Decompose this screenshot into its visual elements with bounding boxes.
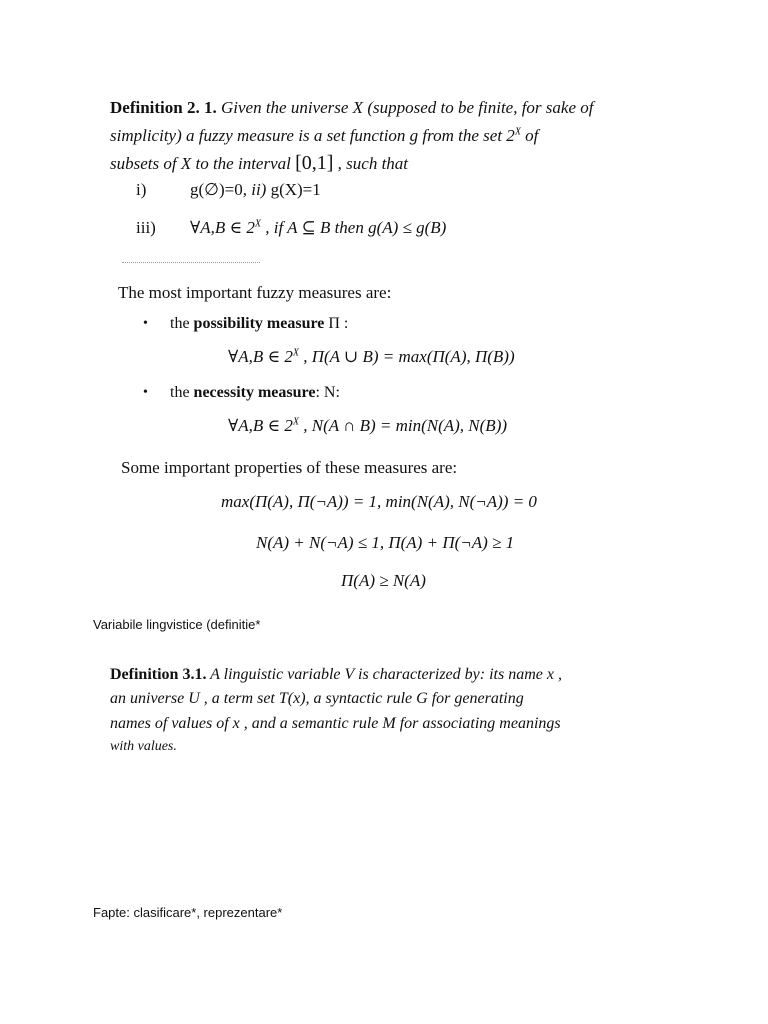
possibility-pre: the bbox=[170, 315, 194, 332]
possibility-formula-sup: X bbox=[292, 347, 299, 359]
definition-3-1-text-1: A linguistic variable V is characterized by: its name x , bbox=[206, 666, 562, 683]
item-i-body bbox=[190, 180, 321, 200]
item-iii-formula-a: ∀A,B ∈ 2 bbox=[190, 218, 255, 237]
definition-2-1-text-3a: subsets of X to the interval bbox=[110, 154, 296, 173]
item-iii-sup-x: X bbox=[254, 218, 261, 230]
item-i-formula-c: g(X)=1 bbox=[270, 180, 321, 199]
measures-intro: The most important fuzzy measures are: bbox=[118, 283, 392, 302]
definition-3-1-line-2: an universe U , a term set T(x), a syntactic rule G for generating bbox=[110, 690, 524, 707]
cropped-text-remnant bbox=[122, 262, 260, 263]
note-facts: Fapte: clasificare*, reprezentare* bbox=[93, 905, 283, 920]
definition-3-1-line-3: names of values of x , and a semantic rule M for associating meanings bbox=[110, 715, 561, 732]
definition-3-1-label: Definition 3.1. bbox=[110, 666, 207, 683]
definition-2-1-label: Definition 2. 1. bbox=[110, 98, 217, 117]
bullet-possibility: • bbox=[143, 316, 148, 331]
properties-formula-3: Π(A) ≥ N(A) bbox=[341, 571, 426, 590]
necessity-formula-sup: X bbox=[292, 416, 299, 428]
definition-2-1-line-2 bbox=[110, 126, 538, 146]
item-i-formula-b: , ii) bbox=[242, 180, 271, 199]
item-iii-body bbox=[190, 218, 446, 238]
definition-2-1-text-2: simplicity) a fuzzy measure is a set function g from the set 2 bbox=[110, 126, 515, 145]
necessity-formula bbox=[228, 416, 507, 436]
possibility-formula-b: , Π(A ∪ B) = max(Π(A), Π(B)) bbox=[298, 347, 515, 366]
bullet-necessity: • bbox=[143, 385, 148, 400]
definition-2-1-text-3c: , such that bbox=[333, 154, 409, 173]
possibility-heading bbox=[170, 315, 348, 333]
properties-formula-1: max(Π(A), Π(¬A)) = 1, min(N(A), N(¬A)) = 0 bbox=[221, 492, 537, 511]
definition-2-1-text-1: Given the universe X (supposed to be finite, for sake of bbox=[216, 98, 594, 117]
item-i-formula-a: g(∅)=0 bbox=[190, 180, 243, 199]
definition-2-1-text-2-end: of bbox=[520, 126, 539, 145]
properties-formula-2: N(A) + N(¬A) ≤ 1, Π(A) + Π(¬A) ≥ 1 bbox=[256, 533, 515, 552]
possibility-post: Π : bbox=[324, 315, 349, 332]
definition-3-1-line-4: with values. bbox=[110, 739, 177, 754]
item-iii-formula-b: , if A ⊆ B then g(A) ≤ g(B) bbox=[260, 218, 447, 237]
possibility-formula bbox=[228, 347, 515, 367]
definition-2-1-interval: [0,1] bbox=[295, 152, 334, 174]
necessity-pre: the bbox=[170, 384, 194, 401]
necessity-formula-a: ∀A,B ∈ 2 bbox=[228, 416, 293, 435]
necessity-bold: necessity measure bbox=[193, 384, 316, 401]
item-iii-label: iii) bbox=[136, 218, 156, 237]
definition-2-1-line-1 bbox=[110, 98, 593, 118]
possibility-bold: possibility measure bbox=[193, 315, 325, 332]
definition-3-1-line-1 bbox=[110, 666, 562, 684]
properties-intro: Some important properties of these measures are: bbox=[121, 458, 458, 477]
note-linguistic-variables: Variabile lingvistice (definitie* bbox=[93, 617, 261, 632]
definition-2-1-sup-x: X bbox=[514, 126, 521, 138]
possibility-formula-a: ∀A,B ∈ 2 bbox=[228, 347, 293, 366]
item-i-label: i) bbox=[136, 180, 147, 199]
necessity-formula-b: , N(A ∩ B) = min(N(A), N(B)) bbox=[298, 416, 508, 435]
necessity-heading bbox=[170, 384, 340, 402]
definition-2-1-line-3 bbox=[110, 152, 408, 175]
necessity-post: : N: bbox=[315, 384, 340, 401]
